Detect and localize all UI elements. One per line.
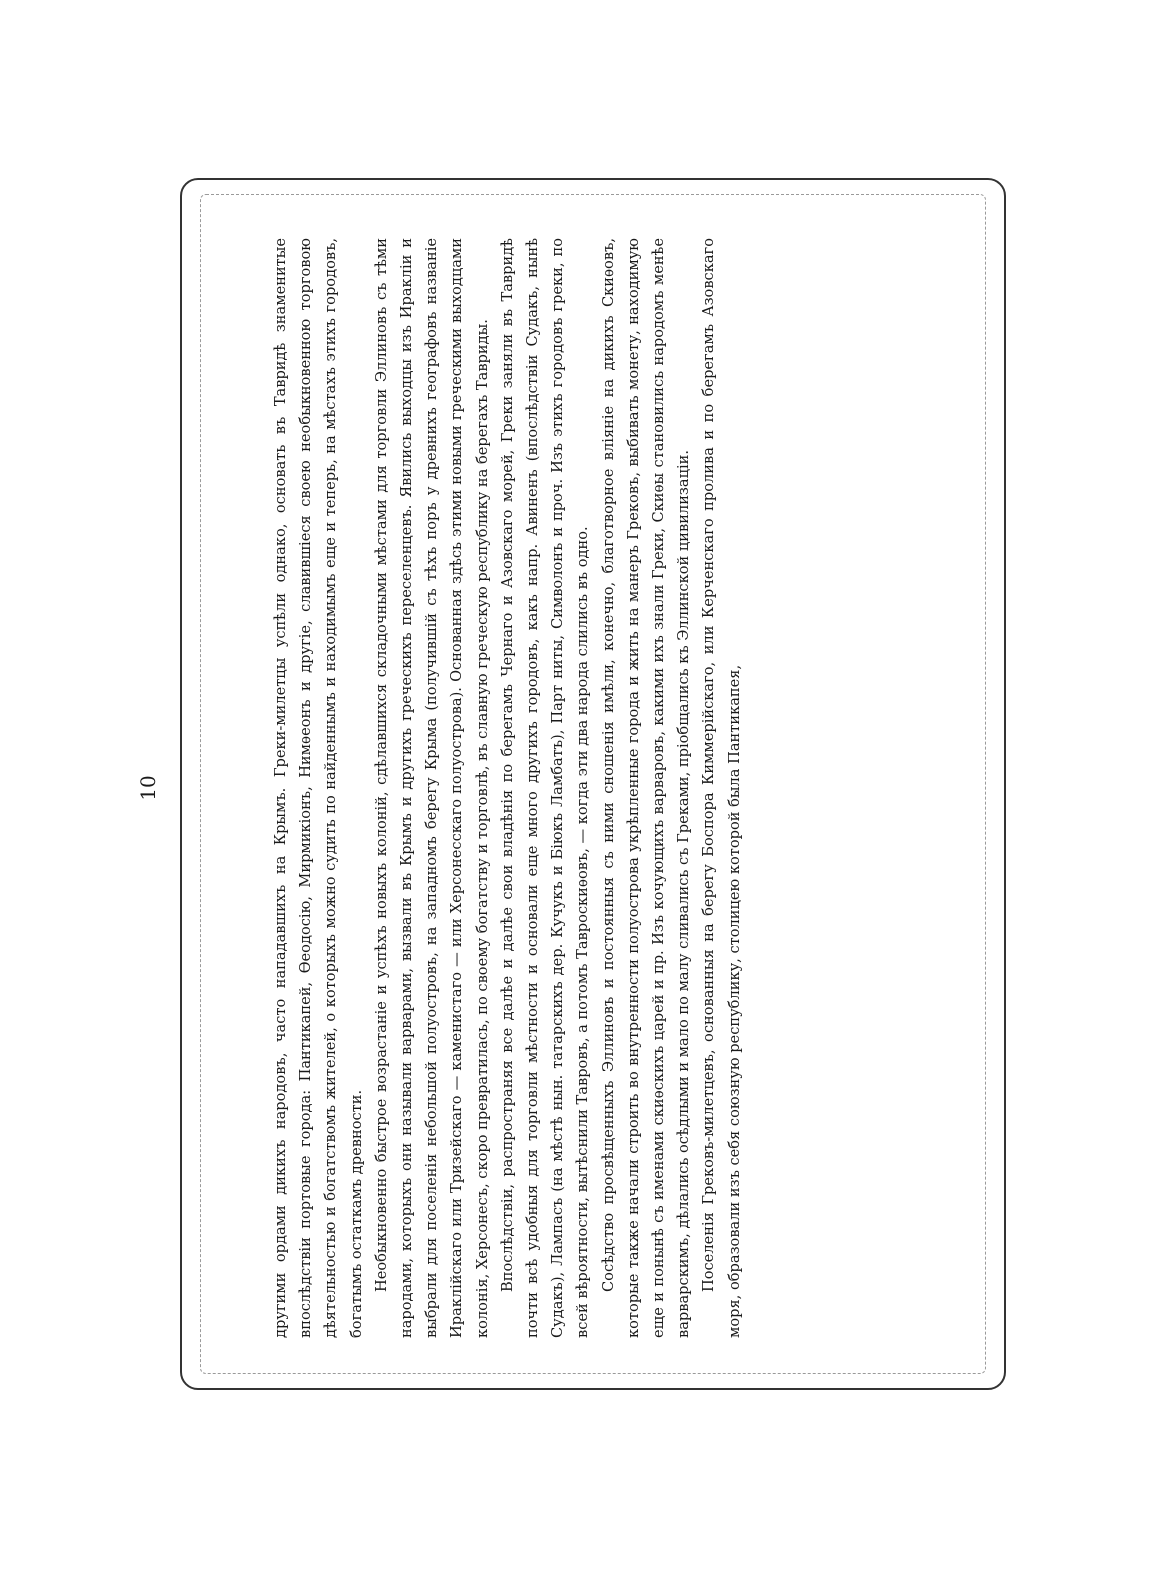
paragraph-2: Необыкновенно быстрое возрастаніе и успѣхъ новыхъ колоній, сдѣлавшихся складочными мѣстами для торговли Эллиновъ съ тѣми народами, которыхъ они называли варварами, вызвали въ Крымъ и другихъ греческихъ переселенцевъ. Явились выходцы изъ Иракліи и выбрали для поселенія небольшой полуостровъ, на западномъ берегу Крыма (получившій съ тѣхъ поръ у древнихъ географовъ названіе Ираклійскаго или Тризейскаго — каменистаго — или Херсонесскаго полуострова). Основанная здѣсь этими новыми греческими выходцами колонія, Херсонесъ, скоро превратилась, по своему богатству и торговлѣ, въ славную греческую республику на берегахъ Тавриды. — [372, 238, 491, 1338]
page-number: 10 — [136, 775, 160, 801]
paragraph-1: другими ордами дикихъ народовъ, часто нападавшихъ на Крымъ. Греки-милетцы успѣли однако, основать въ Тавридѣ знаменитые впослѣдствіи портовые города: Пантикапей, Ѳеодосію, Мирмикіонъ, Нимѳеонъ и другіе, славившіеся своею необыкновенною торговою дѣятельностью и богатствомъ жителей, о которыхъ можно судить по найденнымъ и находимымъ еще и теперь, на мѣстахъ этихъ городовъ, богатымъ остаткамъ древности. — [272, 238, 365, 1338]
paragraph-5: Поселенія Грековъ-милетцевъ, основанныя на берегу Боспора Киммерійскаго, или Керченскаго пролива и по берегамъ Азовскаго моря, образовали изъ себя союзную республику, столицею которой была Пантикапея, — [700, 238, 743, 1338]
paragraph-4: Сосѣдство просвѣщенныхъ Эллиновъ и постоянныя съ ними сношенія имѣли, конечно, благотворное вліяніе на дикихъ Скиѳовъ, которые также начали строить во внутренности полуострова укрѣпленные города и жить на манеръ Грековъ, выбивать монету, находимую еще и понынѣ съ именами скиѳскихъ царей и пр. Изъ кочующихъ варваровъ, какими ихъ знали Греки, Скиѳы становились народомъ менѣе варварскимъ, дѣлались осѣдлыми и мало по малу сливались съ Греками, пріобщались къ Эллинской цивилизаціи. — [599, 238, 693, 1338]
body-text — [268, 238, 918, 1338]
paragraph-3: Впослѣдствіи, распространяя все далѣе и далѣе свои владѣнія по берегамъ Чернаго и Азовскаго морей, Греки заняли въ Тавридѣ почти всѣ удобныя для торговли мѣстности и основали еще много другихъ городовъ, какъ напр. Авиненъ (впослѣдствіи Судакъ, нынѣ Судакъ), Лампасъ (на мѣстѣ нын. татарскихъ дер. Кучукъ и Біюкъ Ламбатъ), Парт ниты, Символонъ и проч. Изъ этихъ городовъ греки, по всей вѣроятности, вытѣснили Тавровъ, а потомъ Тавроскиѳовъ, — когда эти два народа слились въ одно. — [498, 238, 592, 1338]
